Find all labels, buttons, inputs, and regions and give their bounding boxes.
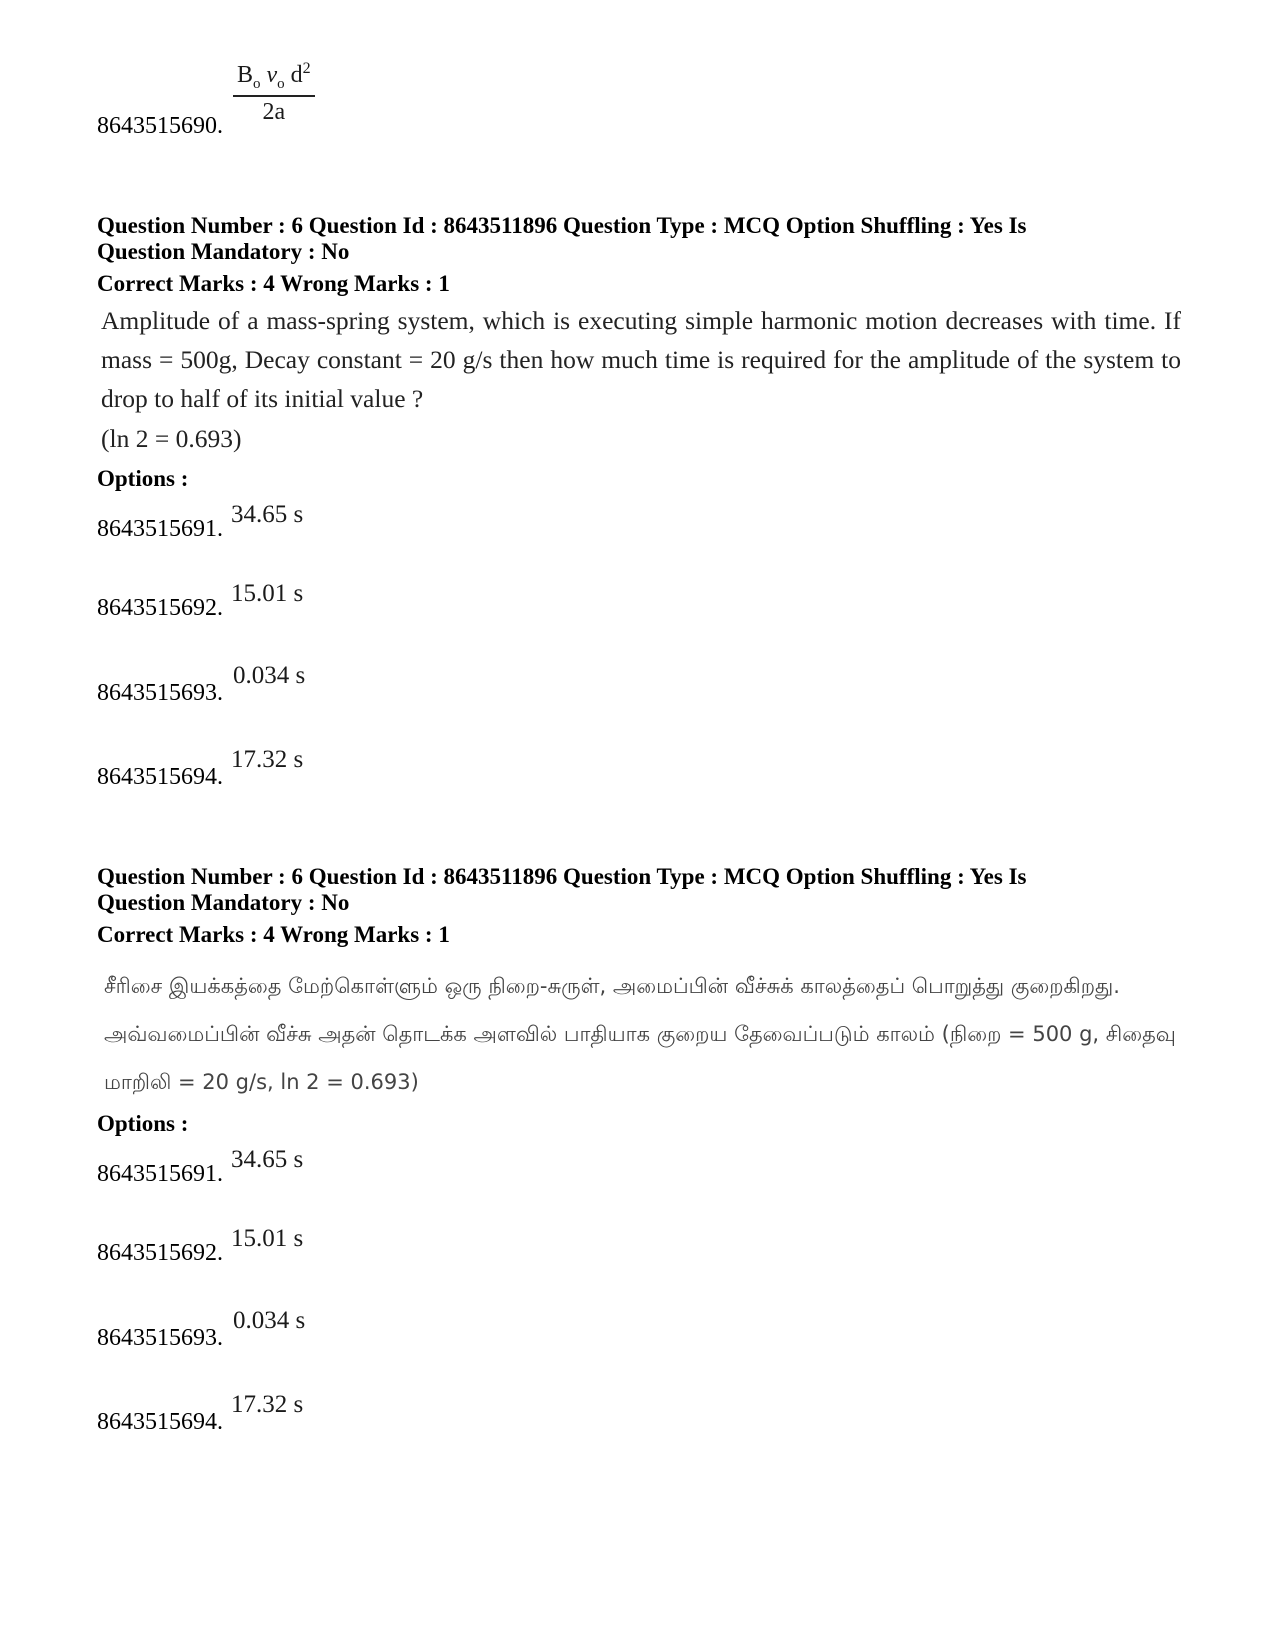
option-value: 0.034 s bbox=[233, 1307, 306, 1334]
question-meta-line1: Question Number : 6 Question Id : 8643511896 Question Type : MCQ Option Shuffling : Yes Is bbox=[97, 864, 1027, 889]
formula-denominator: 2a bbox=[262, 98, 286, 125]
options-label: Options : bbox=[97, 1111, 189, 1136]
option-value: 0.034 s bbox=[233, 662, 306, 689]
option-id: 8643515694. bbox=[97, 1409, 223, 1435]
option-id: 8643515691. bbox=[97, 1161, 223, 1187]
question-meta-line2: Question Mandatory : No bbox=[97, 239, 350, 264]
question-text-tamil: சீரிசை இயக்கத்தை மேற்கொள்ளும் ஒரு நிறை-சுருள், அமைப்பின் வீச்சுக் காலத்தைப் பொறுத்து குறைகிறது. அவ்வமைப்பின் வீச்சு அதன் தொடக்க அளவில் பாதியாக குறைய தேவைப்படும் காலம் (நிறை = 500 g, சிதைவு மாறிலி = 20 g/s, ln 2 = 0.693) bbox=[104, 974, 1176, 1094]
question-text: Amplitude of a mass-spring system, which is executing simple harmonic motion decreases with time. If mass = 500g, Decay constant = 20 g/s then how much time is required for the amplitude of the system to drop to half of its initial value ? bbox=[101, 306, 1181, 413]
question-marks: Correct Marks : 4 Wrong Marks : 1 bbox=[97, 271, 450, 296]
option-value: 34.65 s bbox=[231, 1146, 304, 1173]
options-label: Options : bbox=[97, 466, 189, 491]
option-value: 17.32 s bbox=[231, 1391, 304, 1418]
question-marks: Correct Marks : 4 Wrong Marks : 1 bbox=[97, 922, 450, 947]
option-id: 8643515692. bbox=[97, 595, 223, 621]
option-value: 17.32 s bbox=[231, 746, 304, 773]
option-value: 34.65 s bbox=[231, 501, 304, 528]
option-id: 8643515693. bbox=[97, 1325, 223, 1351]
question-note: (ln 2 = 0.693) bbox=[101, 424, 242, 453]
option-id: 8643515693. bbox=[97, 680, 223, 706]
option-id: 8643515691. bbox=[97, 516, 223, 542]
question-meta-line2: Question Mandatory : No bbox=[97, 890, 350, 915]
formula-numerator: $B_o$ $v_o$ $d^2$ bbox=[233, 60, 315, 97]
question-meta-line1: Question Number : 6 Question Id : 8643511896 Question Type : MCQ Option Shuffling : Yes Is bbox=[97, 213, 1027, 238]
option-id: 8643515694. bbox=[97, 764, 223, 790]
option-value: 15.01 s bbox=[231, 1225, 304, 1252]
option-id: 8643515692. bbox=[97, 1240, 223, 1266]
option-value: 15.01 s bbox=[231, 580, 304, 607]
prev-option-formula bbox=[233, 60, 315, 126]
prev-option-id: 8643515690. bbox=[97, 113, 223, 139]
